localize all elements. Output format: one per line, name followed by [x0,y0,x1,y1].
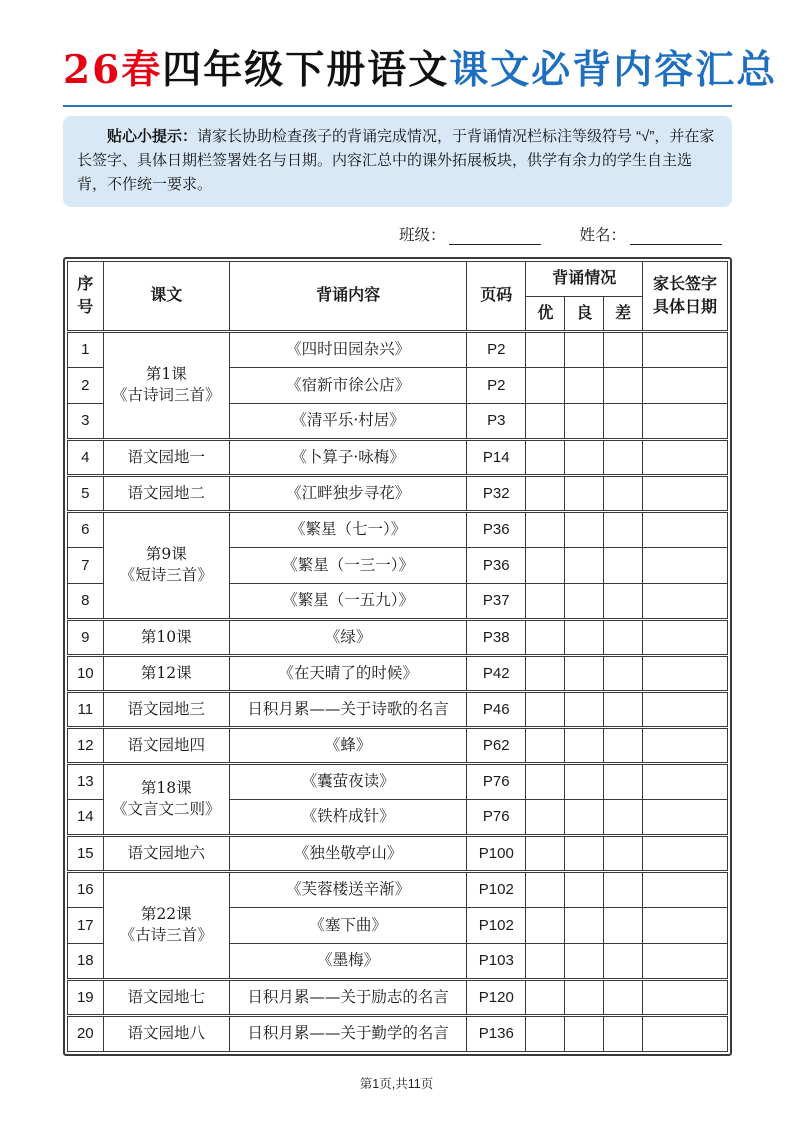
grade-excellent-cell [526,799,565,835]
parent-signature-cell [643,979,728,1015]
row-index-cell: 13 [68,763,104,799]
parent-signature-cell [643,619,728,655]
grade-good-cell [565,1015,604,1051]
page-number-cell: P37 [467,583,526,619]
grade-good-cell [565,403,604,439]
page-number-cell: P38 [467,619,526,655]
table-row [68,727,728,763]
grade-good-cell [565,331,604,367]
grade-excellent-cell [526,511,565,547]
grade-poor-cell [604,439,643,475]
grade-good-cell [565,727,604,763]
page-number-cell: P14 [467,439,526,475]
page-number-cell: P42 [467,655,526,691]
page-number-cell: P46 [467,691,526,727]
row-index-cell: 3 [68,403,104,439]
page-title [63,47,778,93]
grade-poor-cell [604,727,643,763]
grade-excellent-cell [526,331,565,367]
recitation-content-cell: 《在天晴了的时候》 [230,655,467,691]
grade-poor-cell [604,691,643,727]
grade-excellent-cell [526,979,565,1015]
parent-signature-cell [643,655,728,691]
grade-good-cell [565,439,604,475]
row-index-cell: 12 [68,727,104,763]
page-number-cell: P2 [467,367,526,403]
recitation-content-cell: 《卜算子·咏梅》 [230,439,467,475]
grade-good-cell [565,511,604,547]
row-index-cell: 5 [68,475,104,511]
row-index-cell: 7 [68,547,104,583]
course-cell: 语文园地六 [103,835,229,871]
page-number-footer: 第1页,共11页 [359,1077,434,1091]
parent-signature-cell [643,583,728,619]
class-label: 班级： [398,226,446,244]
parent-signature-cell [643,547,728,583]
grade-poor-cell [604,547,643,583]
recitation-content-cell: 《芙蓉楼送辛渐》 [230,871,467,907]
course-cell: 语文园地四 [103,727,229,763]
grade-poor-cell [604,619,643,655]
col-header-course: 课文 [103,261,229,331]
grade-excellent-cell [526,907,565,943]
table-row [68,475,728,511]
identity-line [63,219,732,245]
class-blank-line [449,227,541,245]
grade-excellent-cell [526,439,565,475]
course-cell: 语文园地三 [103,691,229,727]
recitation-content-cell: 日积月累——关于勤学的名言 [230,1015,467,1051]
row-index-cell: 9 [68,619,104,655]
page-number-cell: P100 [467,835,526,871]
grade-good-cell [565,871,604,907]
grade-excellent-cell [526,727,565,763]
course-cell: 第9课 《短诗三首》 [103,511,229,619]
course-cell: 第22课 《古诗三首》 [103,871,229,979]
table-row [68,763,728,799]
page-number-cell: P32 [467,475,526,511]
col-header-signature: 家长签字 具体日期 [643,261,728,331]
row-index-cell: 6 [68,511,104,547]
grade-good-cell [565,799,604,835]
grade-excellent-cell [526,403,565,439]
parent-signature-cell [643,511,728,547]
grade-excellent-cell [526,1015,565,1051]
tip-lead: 贴心小提示： [107,127,198,145]
grade-good-cell [565,907,604,943]
grade-excellent-cell [526,835,565,871]
title-block [63,47,778,107]
grade-poor-cell [604,655,643,691]
row-index-cell: 1 [68,331,104,367]
title-edition: 26春 [63,47,163,93]
page-number-cell: P136 [467,1015,526,1051]
grade-poor-cell [604,871,643,907]
grade-poor-cell [604,475,643,511]
grade-poor-cell [604,979,643,1015]
col-header-content: 背诵内容 [230,261,467,331]
recitation-content-cell: 《四时田园杂兴》 [230,331,467,367]
recitation-content-cell: 日积月累——关于诗歌的名言 [230,691,467,727]
page-number-cell: P36 [467,511,526,547]
col-header-status: 背诵情况 [526,261,643,296]
parent-signature-cell [643,439,728,475]
parent-signature-cell [643,727,728,763]
page-number-cell: P76 [467,763,526,799]
grade-poor-cell [604,1015,643,1051]
title-subject: 课文必背内容汇总 [449,47,778,93]
recitation-content-cell: 《繁星（七一）》 [230,511,467,547]
table-row [68,979,728,1015]
page-number-cell: P3 [467,403,526,439]
grade-excellent-cell [526,547,565,583]
grade-good-cell [565,367,604,403]
tip-text [77,125,718,197]
grade-poor-cell [604,907,643,943]
row-index-cell: 4 [68,439,104,475]
table-header [68,261,728,331]
name-blank-line [630,227,722,245]
grade-excellent-cell [526,619,565,655]
tip-box [63,116,732,207]
table-row [68,871,728,907]
name-field [579,223,722,245]
page-number-cell: P102 [467,907,526,943]
recitation-content-cell: 《江畔独步寻花》 [230,475,467,511]
table-row [68,439,728,475]
row-index-cell: 17 [68,907,104,943]
page-number-cell: P76 [467,799,526,835]
row-index-cell: 14 [68,799,104,835]
grade-good-cell [565,547,604,583]
grade-good-cell [565,475,604,511]
page-number-cell: P2 [467,331,526,367]
table-row [68,835,728,871]
course-cell: 第12课 [103,655,229,691]
row-index-cell: 8 [68,583,104,619]
page-number-cell: P36 [467,547,526,583]
page-number-cell: P102 [467,871,526,907]
grade-poor-cell [604,403,643,439]
grade-good-cell [565,943,604,979]
recitation-content-cell: 《蜂》 [230,727,467,763]
parent-signature-cell [643,367,728,403]
recitation-content-cell: 《墨梅》 [230,943,467,979]
name-label: 姓名： [579,226,626,244]
recitation-content-cell: 日积月累——关于励志的名言 [230,979,467,1015]
grade-poor-cell [604,583,643,619]
grade-poor-cell [604,367,643,403]
table-row [68,511,728,547]
grade-poor-cell [604,799,643,835]
grade-excellent-cell [526,943,565,979]
grade-poor-cell [604,511,643,547]
course-cell: 语文园地二 [103,475,229,511]
grade-excellent-cell [526,763,565,799]
recitation-content-cell: 《独坐敬亭山》 [230,835,467,871]
page-number-cell: P103 [467,943,526,979]
row-index-cell: 19 [68,979,104,1015]
recitation-content-cell: 《繁星（一三一）》 [230,547,467,583]
recitation-content-cell: 《铁杵成针》 [230,799,467,835]
parent-signature-cell [643,691,728,727]
tip-body: 请家长协助检查孩子的背诵完成情况，于背诵情况栏标注等级符号 “√”，并在家长签字、具体日期栏签署姓名与日期。内容汇总中的课外拓展板块，供学有余力的学生自主选背，不作统一要求。 [77,127,715,193]
parent-signature-cell [643,331,728,367]
parent-signature-cell [643,835,728,871]
col-header-grade-excellent: 优 [526,296,565,331]
grade-good-cell [565,979,604,1015]
col-header-index: 序 号 [68,261,104,331]
class-field [399,223,542,245]
row-index-cell: 10 [68,655,104,691]
grade-good-cell [565,835,604,871]
course-cell: 第10课 [103,619,229,655]
parent-signature-cell [643,763,728,799]
recitation-content-cell: 《宿新市徐公店》 [230,367,467,403]
table-body [68,331,728,1051]
title-grade: 四年级下册语文 [162,47,450,93]
row-index-cell: 18 [68,943,104,979]
table-row [68,655,728,691]
row-index-cell: 11 [68,691,104,727]
grade-good-cell [565,619,604,655]
grade-poor-cell [604,835,643,871]
recitation-content-cell: 《囊萤夜读》 [230,763,467,799]
parent-signature-cell [643,403,728,439]
parent-signature-cell [643,907,728,943]
parent-signature-cell [643,799,728,835]
grade-poor-cell [604,763,643,799]
recitation-content-cell: 《清平乐·村居》 [230,403,467,439]
row-index-cell: 15 [68,835,104,871]
recitation-content-cell: 《绿》 [230,619,467,655]
course-cell: 语文园地八 [103,1015,229,1051]
grade-good-cell [565,583,604,619]
table-row [68,331,728,367]
col-header-grade-poor: 差 [604,296,643,331]
course-cell: 第1课 《古诗词三首》 [103,331,229,439]
grade-excellent-cell [526,655,565,691]
table-row [68,691,728,727]
parent-signature-cell [643,871,728,907]
recitation-table [67,261,728,1052]
course-cell: 语文园地七 [103,979,229,1015]
course-cell: 第18课 《文言文二则》 [103,763,229,835]
row-index-cell: 20 [68,1015,104,1051]
page-number-cell: P62 [467,727,526,763]
row-index-cell: 16 [68,871,104,907]
grade-good-cell [565,655,604,691]
table-row [68,619,728,655]
grade-excellent-cell [526,475,565,511]
table-row [68,1015,728,1051]
recitation-content-cell: 《塞下曲》 [230,907,467,943]
parent-signature-cell [643,1015,728,1051]
grade-excellent-cell [526,691,565,727]
page-number-cell: P120 [467,979,526,1015]
grade-excellent-cell [526,367,565,403]
grade-excellent-cell [526,583,565,619]
grade-excellent-cell [526,871,565,907]
col-header-grade-good: 良 [565,296,604,331]
grade-poor-cell [604,943,643,979]
recitation-table-frame [63,257,732,1056]
row-index-cell: 2 [68,367,104,403]
col-header-page: 页码 [467,261,526,331]
parent-signature-cell [643,943,728,979]
grade-good-cell [565,763,604,799]
course-cell: 语文园地一 [103,439,229,475]
recitation-content-cell: 《繁星（一五九）》 [230,583,467,619]
grade-poor-cell [604,331,643,367]
parent-signature-cell [643,475,728,511]
grade-good-cell [565,691,604,727]
